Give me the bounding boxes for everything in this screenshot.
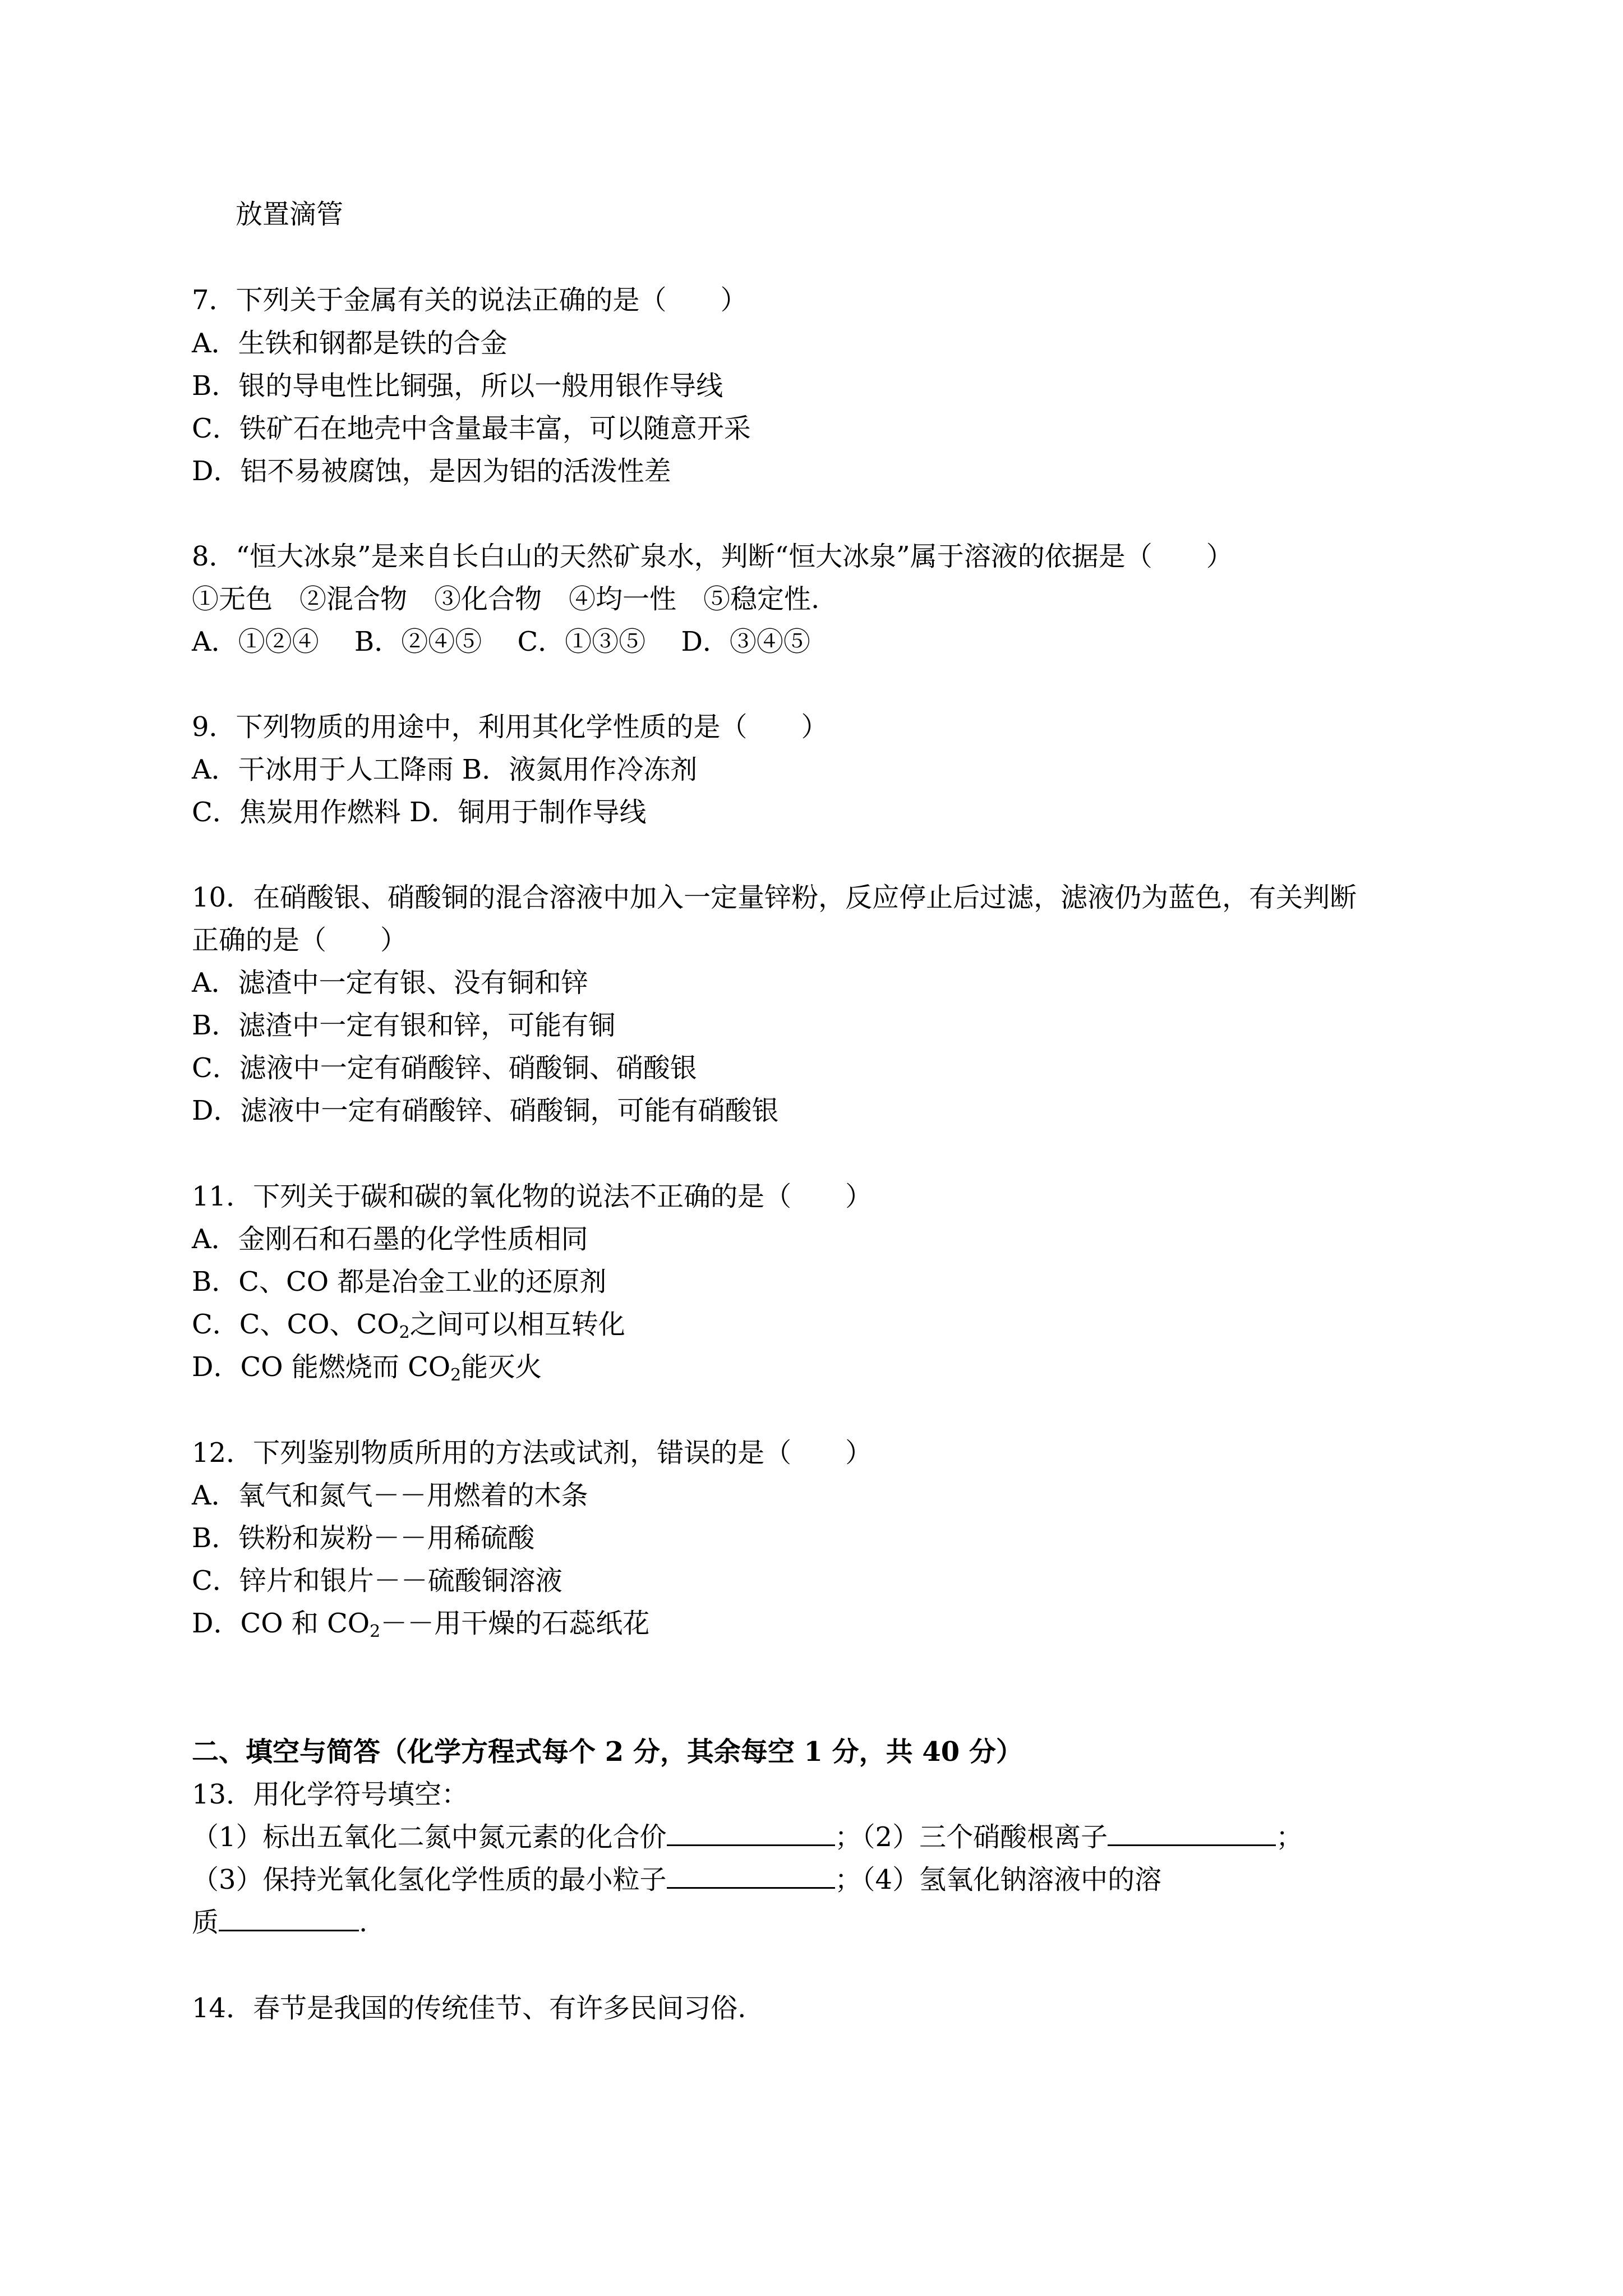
question-10-stem-line2: 正确的是（ ） xyxy=(192,924,408,956)
answer-blank-4[interactable] xyxy=(219,1907,359,1931)
part-4-label: ；（4）氢氧化钠溶液中的溶 xyxy=(834,1864,1162,1895)
subscript-two: 2 xyxy=(450,1365,462,1385)
answer-blank-3[interactable] xyxy=(667,1865,835,1889)
option-c-text-after: 之间可以相互转化 xyxy=(409,1309,625,1340)
section-2-heading: 二、填空与简答（化学方程式每个 2 分，其余每空 1 分，共 40 分） xyxy=(192,1736,1023,1768)
option-c-text-before: C．C、CO、CO xyxy=(192,1309,399,1340)
part-2-label: ；（2）三个硝酸根离子 xyxy=(834,1821,1108,1853)
question-12-option-b: B．铁粉和炭粉－－用稀硫酸 xyxy=(192,1522,535,1554)
question-10-option-d: D．滤液中一定有硝酸锌、硝酸铜，可能有硝酸银 xyxy=(192,1095,779,1126)
question-10-option-a: A．滤渣中一定有银、没有铜和锌 xyxy=(192,967,588,999)
question-9-options-row1: A．干冰用于人工降雨 B．液氮用作冷冻剂 xyxy=(192,754,698,785)
question-10-option-c: C．滤液中一定有硝酸锌、硝酸铜、硝酸银 xyxy=(192,1052,697,1084)
part-3-label: （3）保持光氧化氢化学性质的最小粒子 xyxy=(192,1864,667,1895)
question-12-option-a: A．氧气和氮气－－用燃着的木条 xyxy=(192,1480,588,1511)
option-d-text-before: D．CO 能燃烧而 CO xyxy=(192,1351,451,1383)
question-11-stem: 11．下列关于碳和碳的氧化物的说法不正确的是（ ） xyxy=(192,1181,873,1212)
question-9-stem: 9．下列物质的用途中，利用其化学性质的是（ ） xyxy=(192,711,828,743)
subscript-two: 2 xyxy=(399,1323,410,1342)
question-11-option-b: B．C、CO 都是冶金工业的还原剂 xyxy=(192,1266,607,1297)
question-7-option-c: C．铁矿石在地壳中含量最丰富，可以随意开采 xyxy=(192,413,751,444)
option-d-text-before: D．CO 和 CO xyxy=(192,1608,370,1639)
question-13-row3 xyxy=(192,1906,367,1939)
question-7-option-b: B．银的导电性比铜强，所以一般用银作导线 xyxy=(192,370,723,402)
question-13-row2 xyxy=(192,1863,1161,1897)
answer-blank-1[interactable] xyxy=(667,1822,835,1846)
question-12-option-d xyxy=(192,1607,649,1649)
question-12-option-c: C．锌片和银片－－硫酸铜溶液 xyxy=(192,1565,562,1596)
question-7-option-d: D．铝不易被腐蚀，是因为铝的活泼性差 xyxy=(192,455,671,487)
continuation-text: 放置滴管 xyxy=(236,199,344,230)
row-end-period: . xyxy=(359,1907,368,1938)
option-d-text-after: 能灭火 xyxy=(461,1351,542,1383)
question-7-option-a: A．生铁和钢都是铁的合金 xyxy=(192,328,508,359)
question-8-options: A．①②④ B．②④⑤ C．①③⑤ D．③④⑤ xyxy=(192,626,810,657)
question-11-option-c xyxy=(192,1308,625,1350)
question-10-stem-line1: 10．在硝酸银、硝酸铜的混合溶液中加入一定量锌粉，反应停止后过滤，滤液仍为蓝色，有关判断 xyxy=(192,882,1357,913)
question-13-stem: 13．用化学符号填空： xyxy=(192,1779,469,1810)
question-8-stem: 8．“恒大冰泉”是来自长白山的天然矿泉水，判断“恒大冰泉”属于溶液的依据是（ ） xyxy=(192,541,1233,572)
row-end-semicolon: ； xyxy=(1276,1821,1303,1853)
question-9-options-row2: C．焦炭用作燃料 D．铜用于制作导线 xyxy=(192,797,647,828)
question-14-stem: 14．春节是我国的传统佳节、有许多民间习俗. xyxy=(192,1993,746,2024)
answer-blank-2[interactable] xyxy=(1108,1822,1276,1846)
option-d-text-after: －－用干燥的石蕊纸花 xyxy=(380,1608,650,1639)
part-1-label: （1）标出五氧化二氮中氮元素的化合价 xyxy=(192,1821,667,1853)
question-7-stem: 7．下列关于金属有关的说法正确的是（ ） xyxy=(192,284,748,316)
question-8-items: ①无色 ②混合物 ③化合物 ④均一性 ⑤稳定性. xyxy=(192,583,820,615)
question-11-option-a: A．金刚石和石墨的化学性质相同 xyxy=(192,1223,588,1255)
subscript-two: 2 xyxy=(370,1622,381,1641)
part-5-label: 质 xyxy=(192,1907,219,1938)
question-13-row1 xyxy=(192,1820,1303,1854)
question-11-option-d xyxy=(192,1350,542,1392)
question-10-option-b: B．滤渣中一定有银和锌，可能有铜 xyxy=(192,1010,616,1041)
question-12-stem: 12．下列鉴别物质所用的方法或试剂，错误的是（ ） xyxy=(192,1437,873,1469)
